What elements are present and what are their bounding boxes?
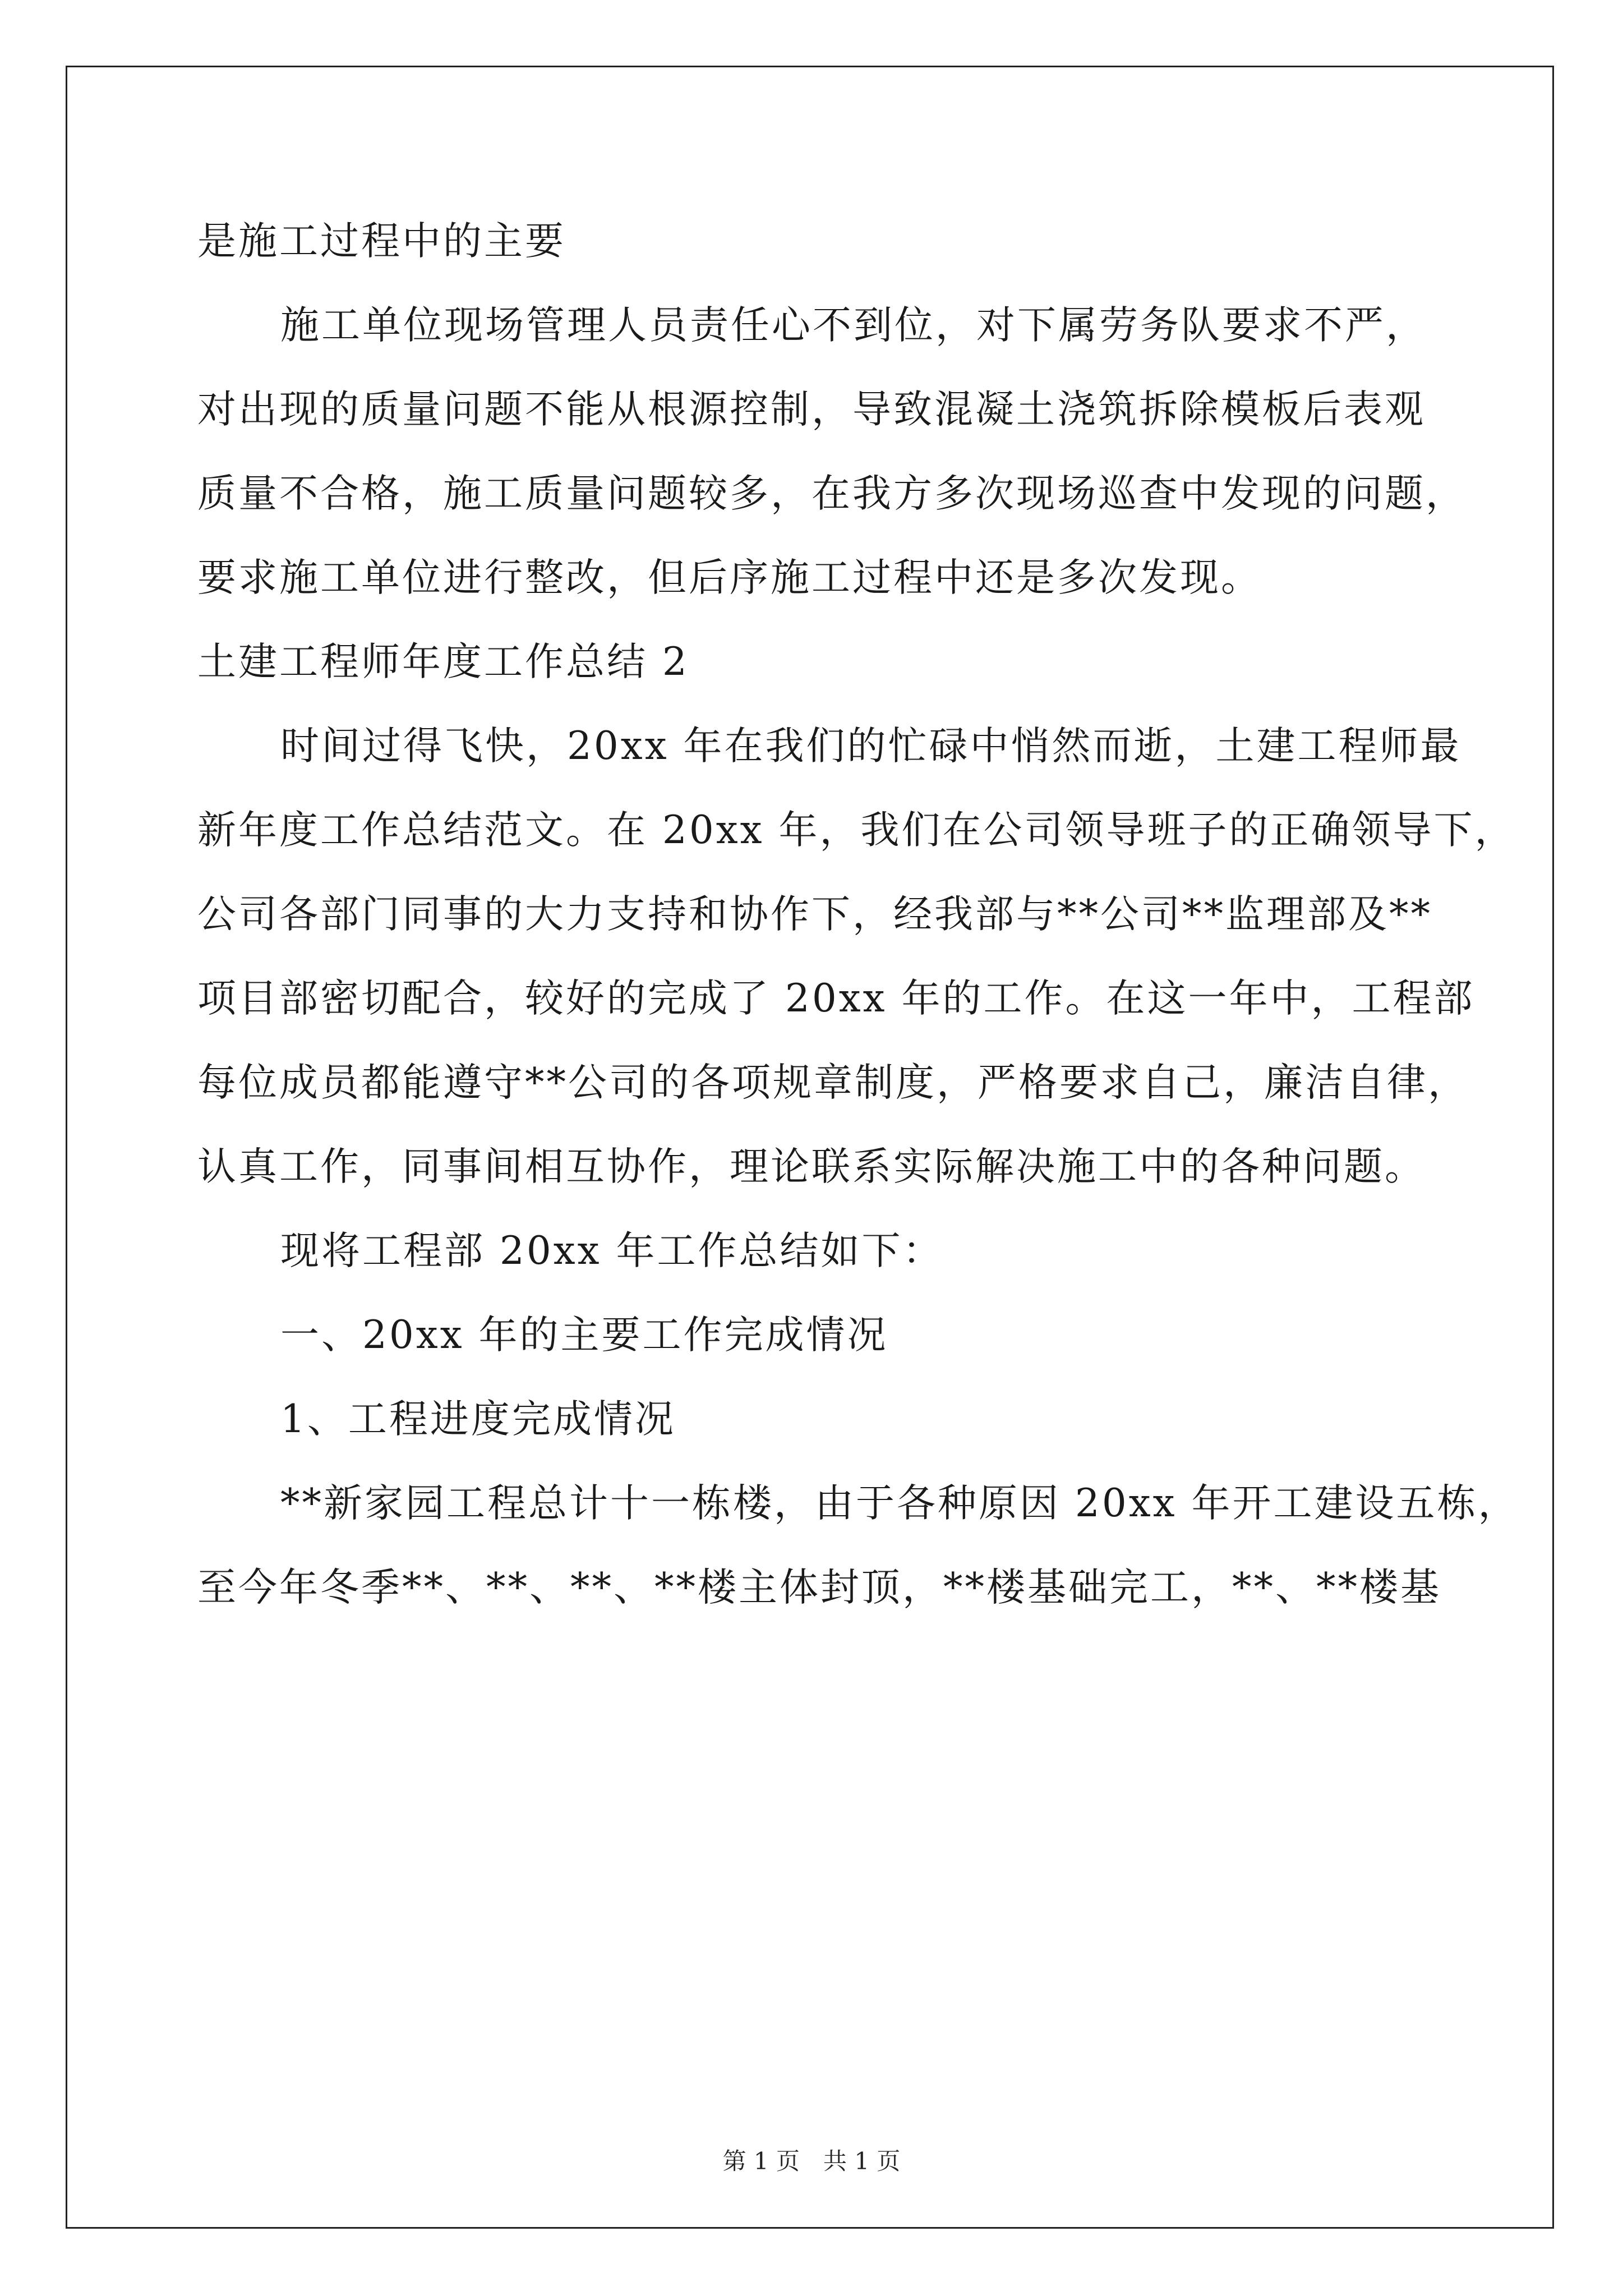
- paragraph-line: 时间过得飞快，20xx 年在我们的忙碌中悄然而逝，土建工程师最: [280, 724, 1461, 769]
- paragraph-line: **新家园工程总计十一栋楼，由于各种原因 20xx 年开工建设五栋，: [280, 1481, 1519, 1526]
- paragraph-line: 施工单位现场管理人员责任心不到位，对下属劳务队要求不严，: [280, 303, 1427, 348]
- paragraph-line: 项目部密切配合，较好的完成了 20xx 年的工作。在这一年中，工程部: [197, 976, 1475, 1021]
- paragraph-line: 每位成员都能遵守**公司的各项规章制度，严格要求自己，廉洁自律，: [197, 1060, 1469, 1105]
- list-subheading: 1、工程进度完成情况: [280, 1397, 676, 1442]
- paragraph-line: 质量不合格，施工质量问题较多，在我方多次现场巡查中发现的问题，: [197, 471, 1467, 516]
- paragraph-line: 至今年冬季**、**、**、**楼主体封顶，**楼基础完工，**、**楼基: [197, 1565, 1441, 1610]
- paragraph-line: 是施工过程中的主要: [197, 219, 566, 264]
- paragraph-line: 认真工作，同事间相互协作，理论联系实际解决施工中的各种问题。: [197, 1144, 1426, 1189]
- paragraph-line: 对出现的质量问题不能从根源控制，导致混凝土浇筑拆除模板后表观: [197, 387, 1426, 432]
- page-number: 第 1 页: [722, 2147, 800, 2175]
- section-heading: 土建工程师年度工作总结 2: [197, 639, 689, 684]
- page-total: 共 1 页: [823, 2147, 901, 2175]
- paragraph-line: 要求施工单位进行整改，但后序施工过程中还是多次发现。: [197, 555, 1262, 600]
- paragraph-line: 新年度工作总结范文。在 20xx 年，我们在公司领导班子的正确领导下，: [197, 808, 1516, 853]
- page-footer: [0, 2147, 1623, 2175]
- paragraph-line: 公司各部门同事的大力支持和协作下，经我部与**公司**监理部及**: [197, 892, 1432, 937]
- list-heading: 一、20xx 年的主要工作完成情况: [280, 1313, 888, 1358]
- paragraph-line: 现将工程部 20xx 年工作总结如下：: [280, 1228, 944, 1273]
